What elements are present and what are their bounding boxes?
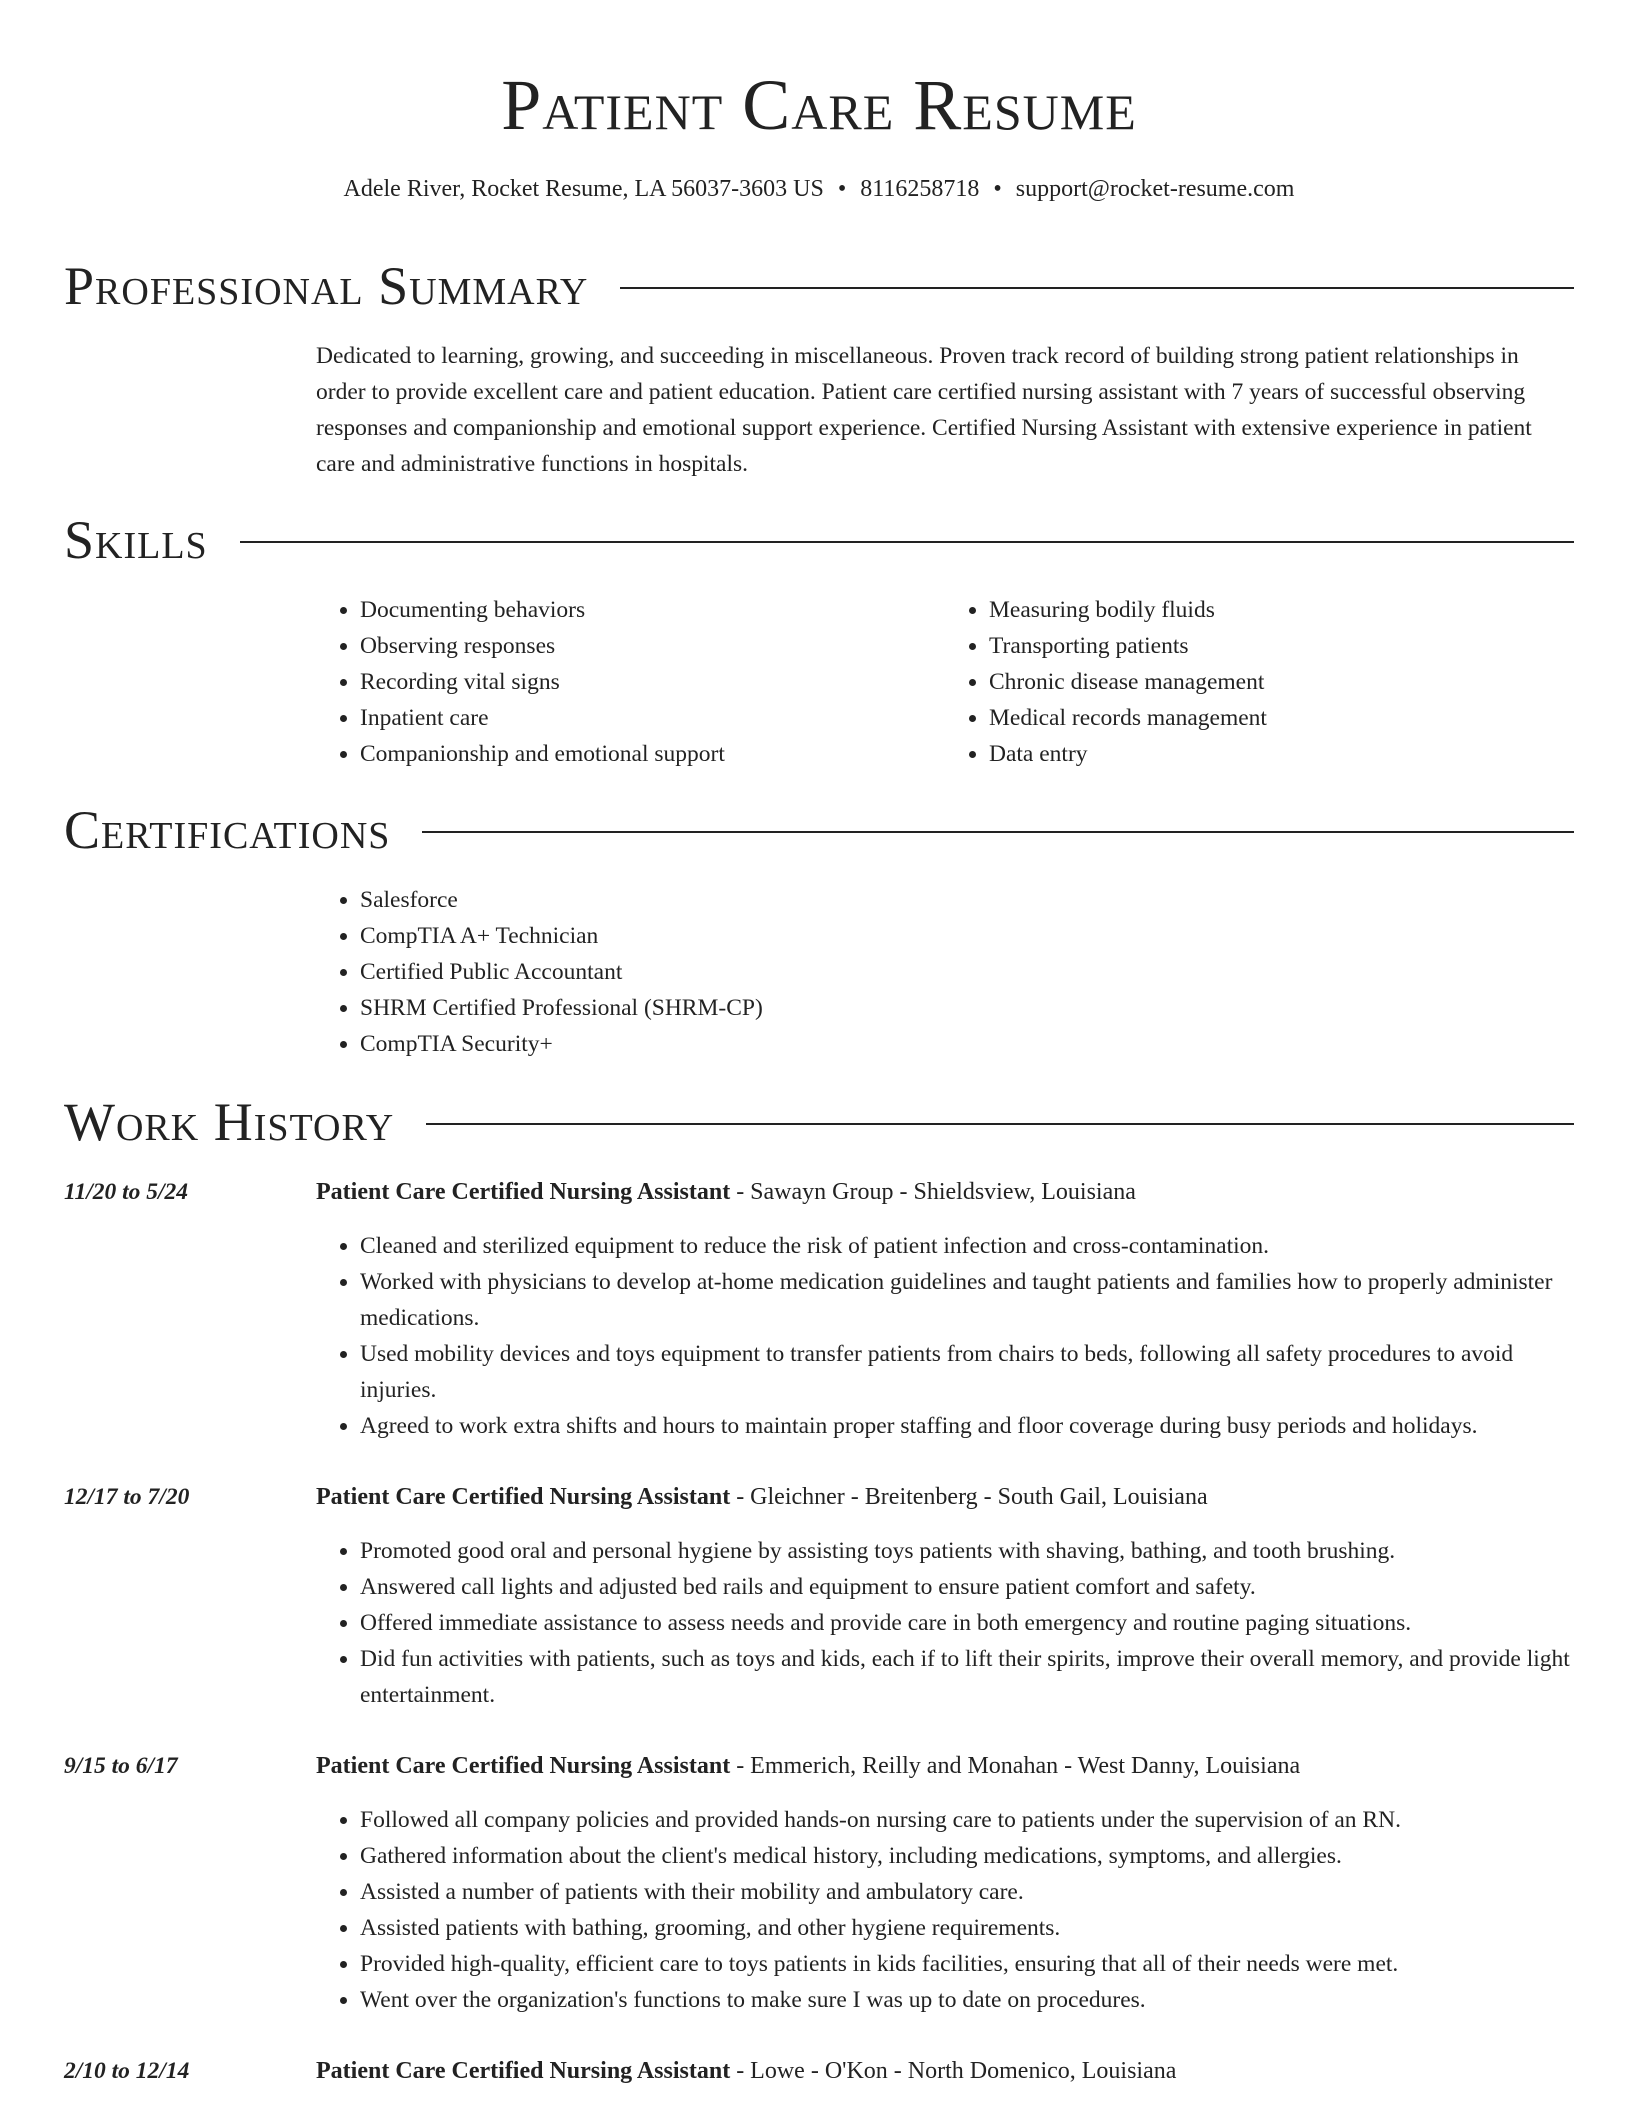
skills-list-left (316, 592, 945, 772)
section-header-work-history (64, 1092, 1574, 1152)
skill-item: • Inpatient care (360, 700, 945, 736)
skills-columns (316, 592, 1574, 772)
job-role: Patient Care Certified Nursing Assistant (316, 2058, 731, 2084)
section-divider (422, 831, 1574, 833)
section-header-skills (64, 510, 1574, 570)
page-title: Patient Care Resume (501, 65, 1137, 145)
job-duty: • Assisted patients with bathing, grooming, and other hygiene requirements. (360, 1910, 1574, 1946)
job-heading (316, 1174, 1574, 1210)
skill-item: • Medical records management (989, 700, 1574, 736)
skill-item: • Companionship and emotional support (360, 736, 945, 772)
job-role: Patient Care Certified Nursing Assistant (316, 1484, 731, 1510)
skill-item: • Observing responses (360, 628, 945, 664)
certification-item: • Salesforce (360, 882, 1574, 918)
section-divider (620, 287, 1574, 289)
contact-email: support@rocket-resume.com (1015, 176, 1295, 202)
job-duty: • Assisted a number of patients with their mobility and ambulatory care. (360, 1874, 1574, 1910)
job-heading (316, 2053, 1574, 2089)
section-title-summary: Professional Summary (64, 256, 589, 316)
job-dates: 12/17 to 7/20 (64, 1484, 190, 1510)
job-heading (316, 1479, 1574, 1515)
certifications-block (316, 882, 1574, 1062)
job-duty: • Did fun activities with patients, such as toys and kids, each if to lift their spirits, improve their overall memory, and provide light entertainment. (360, 1641, 1574, 1713)
job-duties (316, 1802, 1574, 2018)
section-title-certifications: Certifications (64, 800, 391, 860)
job-duty: • Promoted good oral and personal hygiene by assisting toys patients with shaving, bathing, and tooth brushing. (360, 1533, 1574, 1569)
section-divider (426, 1123, 1574, 1125)
skill-item: • Transporting patients (989, 628, 1574, 664)
contact-address: Adele River, Rocket Resume, LA 56037-3603 US (343, 176, 824, 202)
job-duties (316, 1533, 1574, 1713)
job-role: Patient Care Certified Nursing Assistant (316, 1753, 731, 1779)
resume-page (64, 0, 1574, 2084)
contact-separator: • (837, 176, 847, 202)
job-dates: 2/10 to 12/14 (64, 2058, 190, 2084)
job-duty: • Provided high-quality, efficient care to toys patients in kids facilities, ensuring that all of their needs were met. (360, 1946, 1574, 1982)
contact-line (64, 174, 1574, 204)
certification-item: • SHRM Certified Professional (SHRM-CP) (360, 990, 1574, 1026)
section-title-work-history: Work History (64, 1092, 395, 1152)
job-duty: • Used mobility devices and toys equipment to transfer patients from chairs to beds, following all safety procedures to avoid injuries. (360, 1336, 1574, 1408)
certification-item: • Certified Public Accountant (360, 954, 1574, 990)
job-duty: • Cleaned and sterilized equipment to reduce the risk of patient infection and cross-contamination. (360, 1228, 1574, 1264)
skill-item: • Chronic disease management (989, 664, 1574, 700)
job-heading (316, 1748, 1574, 1784)
certification-item: • CompTIA A+ Technician (360, 918, 1574, 954)
job-employer: - Gleichner - Breitenberg - South Gail, Louisiana (730, 1484, 1208, 1510)
summary-text: Dedicated to learning, growing, and succeeding in miscellaneous. Proven track record of building strong patient relationships in order to provide excellent care and patient education. Patient care certified nursing assistant with 7 years of successful observing responses and companionship and emotional support experience. Certified Nursing Assistant with extensive experience in patient care and administrative functions in hospitals. (316, 343, 1532, 477)
skill-item: • Recording vital signs (360, 664, 945, 700)
job-duty: • Went over the organization's functions to make sure I was up to date on procedures. (360, 1982, 1574, 2018)
job-duty: • Gathered information about the client's medical history, including medications, symptoms, and allergies. (360, 1838, 1574, 1874)
job-role: Patient Care Certified Nursing Assistant (316, 1179, 731, 1205)
certification-item: • CompTIA Security+ (360, 1026, 1574, 1062)
contact-separator: • (993, 176, 1002, 202)
skill-item: • Measuring bodily fluids (989, 592, 1574, 628)
skills-list-right (945, 592, 1574, 772)
section-divider (240, 541, 1574, 543)
job-employer: - Lowe - O'Kon - North Domenico, Louisiana (730, 2058, 1177, 2084)
skill-item: • Data entry (989, 736, 1574, 772)
job-duty: • Agreed to work extra shifts and hours to maintain proper staffing and floor coverage during busy periods and holidays. (360, 1408, 1574, 1444)
job-duty: • Answered call lights and adjusted bed rails and equipment to ensure patient comfort and safety. (360, 1569, 1574, 1605)
job-duty: • Followed all company policies and provided hands-on nursing care to patients under the supervision of an RN. (360, 1802, 1574, 1838)
job-duty: • Worked with physicians to develop at-home medication guidelines and taught patients and families how to properly administer medications. (360, 1264, 1574, 1336)
section-header-summary (64, 256, 1574, 316)
job-employer: - Sawayn Group - Shieldsview, Louisiana (730, 1179, 1136, 1205)
job-employer: - Emmerich, Reilly and Monahan - West Danny, Louisiana (730, 1753, 1301, 1779)
job-dates: 9/15 to 6/17 (64, 1753, 178, 1779)
contact-phone: 8116258718 (860, 176, 980, 202)
job-duty: • Offered immediate assistance to assess needs and provide care in both emergency and routine paging situations. (360, 1605, 1574, 1641)
section-title-skills: Skills (64, 510, 208, 570)
skill-item: • Documenting behaviors (360, 592, 945, 628)
job-dates: 11/20 to 5/24 (64, 1179, 189, 1205)
section-header-certifications (64, 800, 1574, 860)
job-duties (316, 1228, 1574, 1444)
certifications-list (316, 882, 1574, 1062)
